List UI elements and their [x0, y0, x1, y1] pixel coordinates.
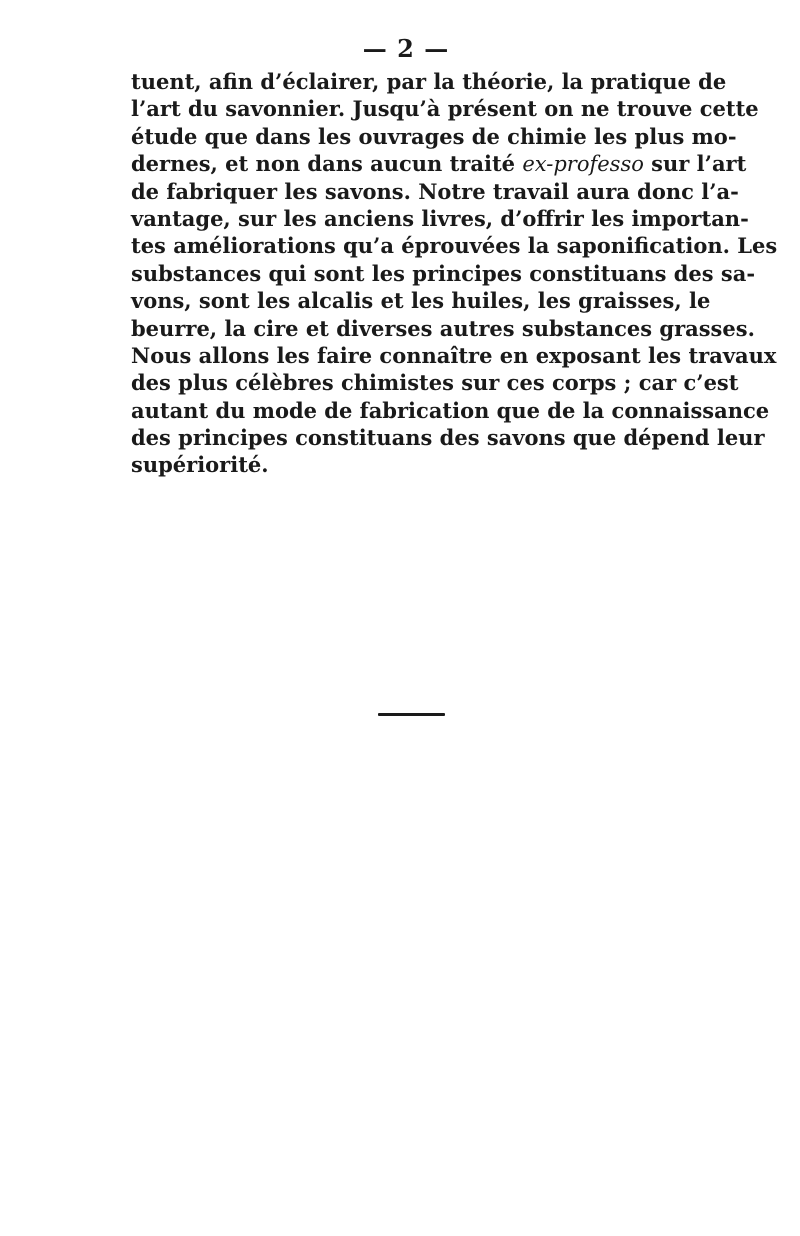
text-line: tes améliorations qu’a éprouvées la saponification. Les	[131, 233, 778, 259]
text-line: étude que dans les ouvrages de chimie les plus mo-	[131, 123, 737, 149]
text-line: vons, sont les alcalis et les huiles, les graisses, le	[131, 288, 711, 314]
text-line: de fabriquer les savons. Notre travail aura donc l’a-	[131, 178, 739, 204]
page-number: — 2 —	[362, 34, 450, 63]
text-line: des plus célèbres chimistes sur ces corps ; car c’est	[131, 370, 739, 396]
text-line: vantage, sur les anciens livres, d’offrir les importan-	[131, 205, 749, 231]
text-line: supériorité.	[131, 452, 269, 478]
text-line: autant du mode de fabrication que de la connaissance	[131, 397, 770, 423]
text-line: substances qui sont les principes constituans des sa-	[131, 260, 756, 286]
text-line: tuent, afin d’éclairer, par la théorie, la pratique de	[131, 69, 727, 94]
text-line: des principes constituans des savons que dépend leur	[131, 425, 765, 451]
text-line	[131, 150, 747, 177]
section-divider-rule	[378, 713, 445, 716]
text-line: beurre, la cire et diverses autres substances grasses.	[131, 315, 755, 341]
text-line: Nous allons les faire connaître en exposant les travaux	[131, 342, 777, 368]
italic-phrase: ex-professo	[522, 152, 644, 177]
text-line: l’art du savonnier. Jusqu’à présent on ne trouve cette	[131, 96, 759, 122]
body-text	[131, 68, 778, 479]
text-line-tail: sur l’art	[643, 151, 747, 177]
text-line-head: dernes, et non dans aucun traité	[131, 151, 516, 177]
